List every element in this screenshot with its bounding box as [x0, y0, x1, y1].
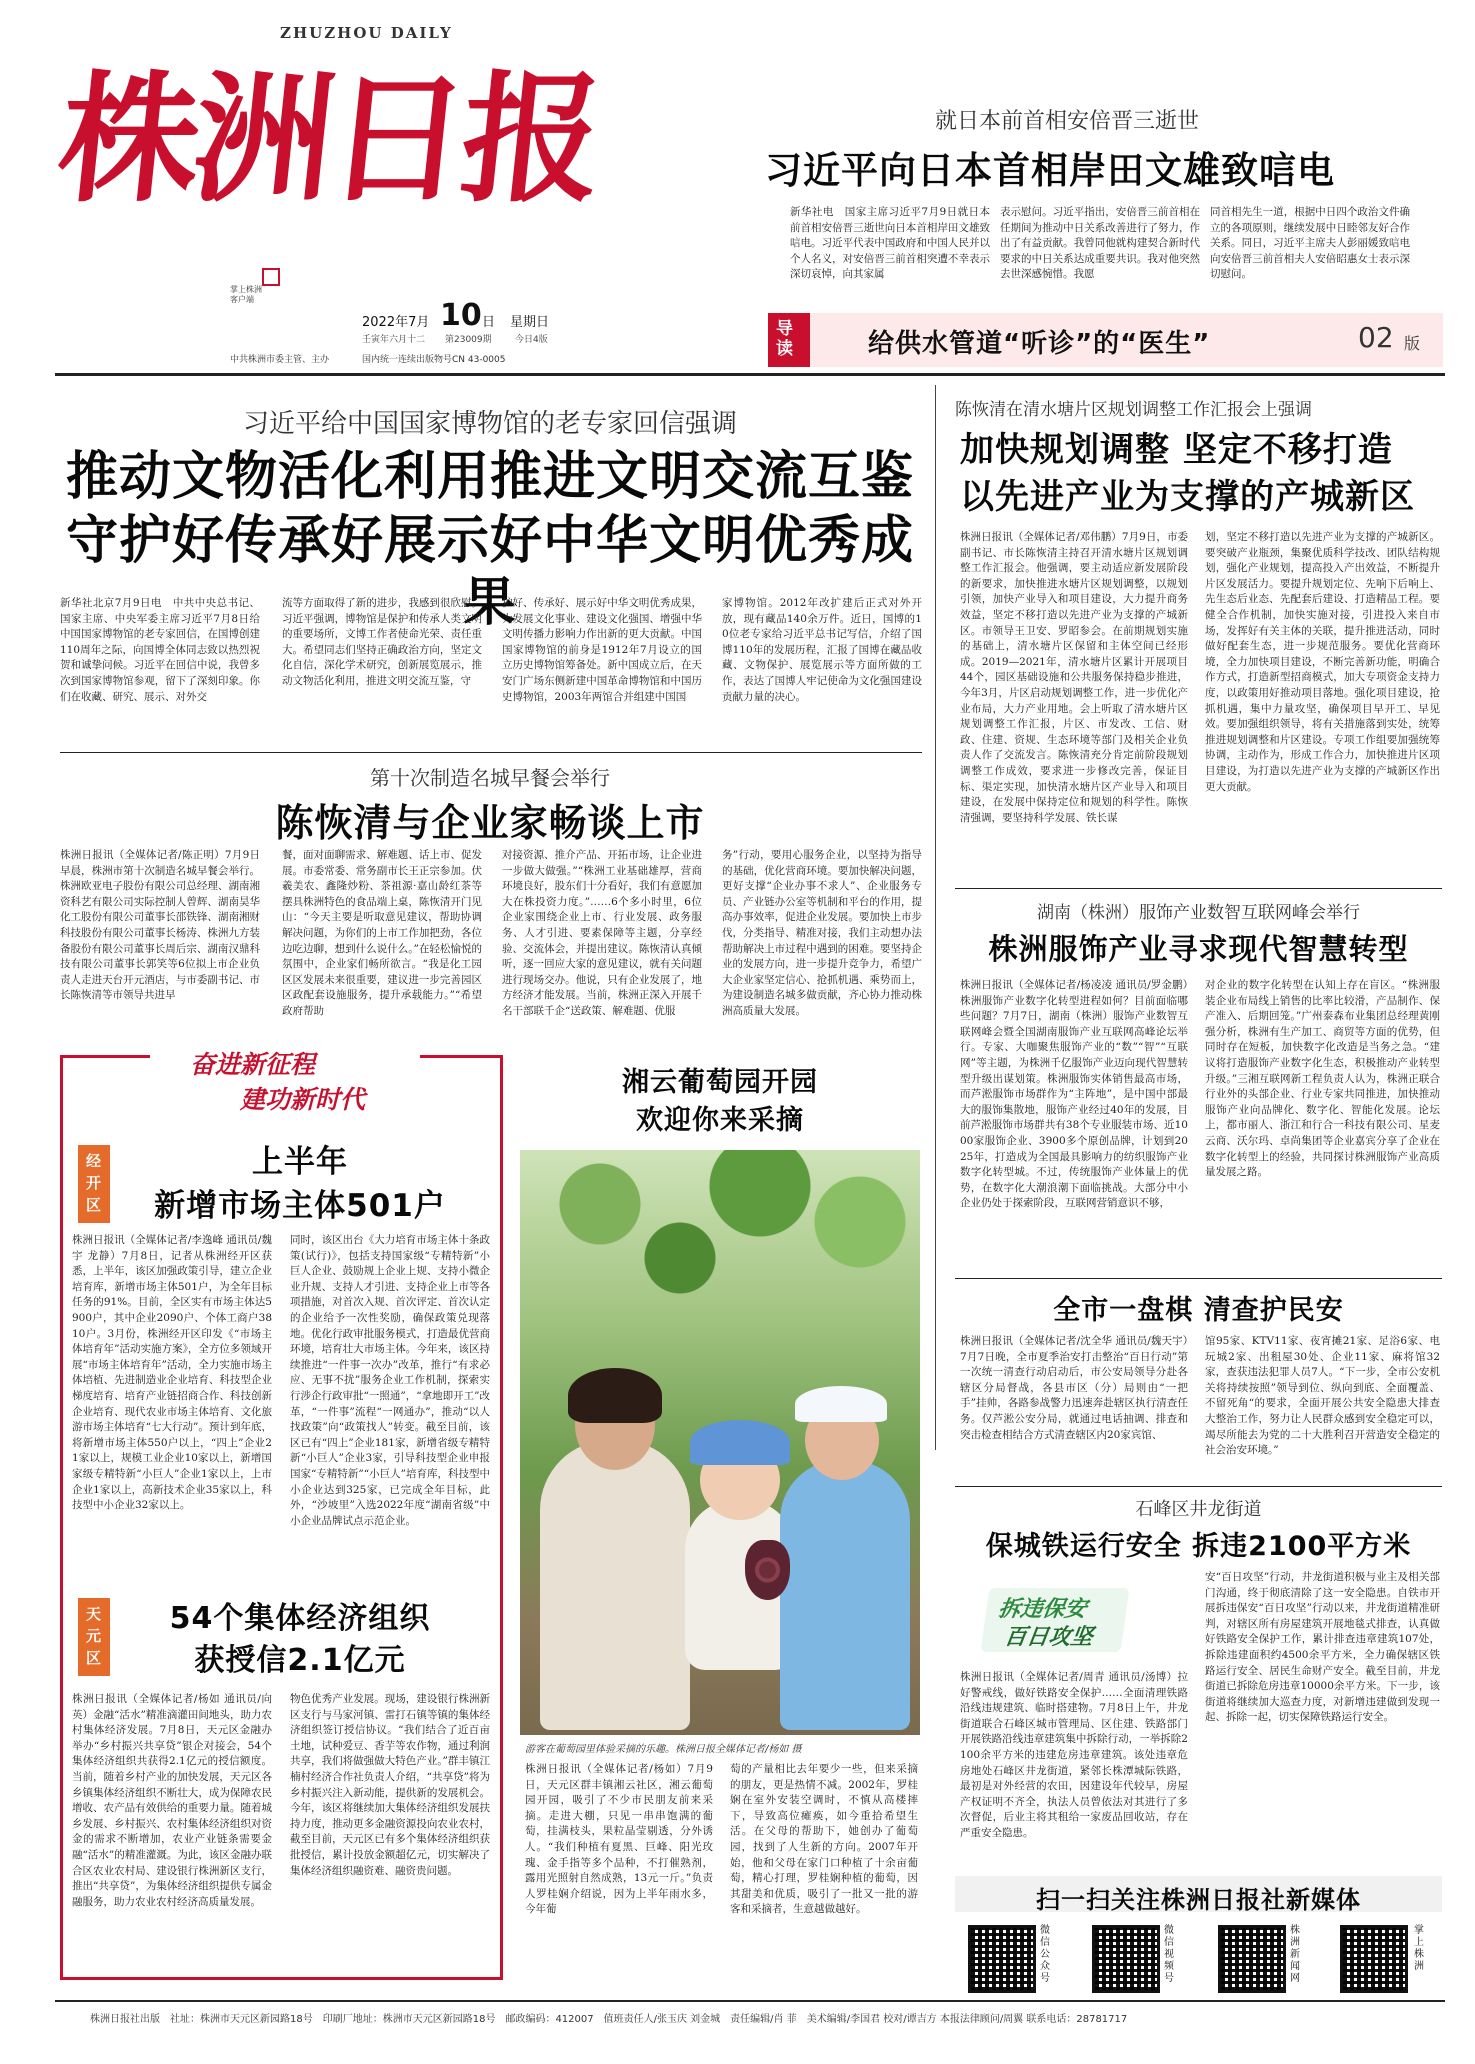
chen2-headline-1: 加快规划调整 坚定不移打造: [960, 430, 1393, 470]
qr-code-video[interactable]: [1092, 1925, 1160, 1993]
top-kicker: 就日本前首相安倍晋三逝世: [935, 109, 1200, 134]
chen2-col-1: 株洲日报讯（全媒体记者/邓伟鹏）7月9日，市委副书记、市长陈恢清主持召开清水塘片区规划调整工作汇报会。他强调，要主动适应新发展阶段的新要求，加快推进水塘片区规划调整，以规划引领，加快产业导入和项目建设，大力提升商务效益，坚定不移打造以先进产业为支撑的产城新区。市领导王卫安、罗昭参会。在前期规划实施的基础上，清水塘片区保留和主体空间已经形成。2019—2021年，清水塘片区累计开展项目44个，园区基础设施和公共服务保持稳步推进，今年3月，片区启动规划调整工作，进一步优化产业布局，大力产业用地。会上听取了清水塘片区规划调整工作汇报，片区、市发改、工信、财政、住建、资规、生态环境等部门及相关企业负责人作了交流发言。陈恢清充分肯定前阶段规划调整工作成效，要求进一步修改完善，保证目标、渠定实现，加快清水塘片区产业导入和项目建设，在发展中保持定位和规划的科学性。陈恢清强调，要坚持科学发展、铁长谋: [960, 531, 1188, 824]
lead-col-3: 护好、传承好、展示好中华文明优秀成果，为发展文化事业、建设文化强国、增强中华文明传播力影响力作出新的更大贡献。中国国家博物馆的前身是1912年7月设立的国立历史博物馆筹备处。新中国成立后，在天安门广场东侧新建中国革命博物馆和中国历史博物馆，2003年两馆合并组建中国国: [502, 597, 702, 703]
qr-code-wechat[interactable]: [968, 1925, 1036, 1993]
tianyuan-col-2: 物色优秀产业发展。现场，建设银行株洲新区支行与马家河镇、雷打石镇等镇的集体经济组织签订授信协议。“我们结合了近百亩土地，试种爱豆、香芋等农作物，通过利润共享，我们将做强做大特色产业。”群丰镇江楠村经济合作社负责人介绍，“共享贷”将为乡村振兴注入新动能，提供新的发展机会。今年，该区将继续加大集体经济组织发展扶持力度，推动更多金融资源投向农业农村，截至目前，天元区已有多个集体经济组织获批授信，累计投放金额超亿元，切实解决了集体经济组织融资难、融资贵问题。: [290, 1693, 490, 1877]
grapes-headline-2: 欢迎你来采摘: [636, 1105, 804, 1136]
tianyuan-tag: 天元区: [86, 1605, 102, 1667]
vine-leaves: [520, 1150, 920, 1330]
safety-col-1: 株洲日报讯（全媒体记者/沈全华 通讯员/魏天宇）7月7日晚，全市夏季治安打击整治“百日行动”第一次统一清查行动启动后，市公安局领导分赴各辖区分局督战，各县市区（分）局则由“一把手”挂帅，各路参战警力迅速奔赴辖区执行清查任务。仅芦淞公安分局，就通过电话抽调、排查和突击检查相结合方式清查辖区内20家宾馆、: [960, 1335, 1188, 1441]
apparel-kicker: 湖南（株洲）服饰产业数智互联网峰会举行: [1037, 903, 1360, 923]
guide-text: 给供水管道“听诊”的“医生”: [868, 329, 1211, 359]
grapes-col-1: 株洲日报讯（全媒体记者/杨如）7月9日，天元区群丰镇湘云社区，湘云葡萄园开园，吸引了不少市民朋友前来采摘。走进大棚，只见一串串饱满的葡萄，挂满枝头，果粒晶莹剔透，分外诱人。“我们种植有夏黑、巨峰、阳光玫瑰、金手指等多个品种，不打催熟剂，露用光照射自然成熟，13元一斤。”负责人罗桂娴介绍说，因为上半年雨水多，今年葡: [525, 1763, 713, 1916]
apparel-headline: 株洲服饰产业寻求现代智慧转型: [988, 932, 1409, 966]
qr-label-video: 微信视频号: [1164, 1925, 1174, 1984]
demolition-headline: 保城铁运行安全 拆违2100平方米: [985, 1531, 1412, 1562]
weekday: 星期日: [510, 315, 550, 330]
chen2-headline-2: 以先进产业为支撑的产城新区: [960, 477, 1415, 517]
chen1-col-3: 对接资源、推介产品、开拓市场，让企业进一步做大做强。”“株洲工业基础雄厚，营商环境良好，股东们十分看好，我们有意愿加大在株投资力度。”……6个多小时里，6位企业家围绕企业上市、行业发展、政务服务、人才引进、要素保障等主题，分享经验、交流体会，并提出建议。陈恢清认真倾听，逐一回应大家的意见建议，就有关问题进行现场交办。他说，只有企业发展了，地方经济才能发展。当前，株洲正深入开展千名干部联千企“送政策、解难题、优服: [502, 849, 702, 1017]
safety-headline: 全市一盘棋 清查护民安: [1053, 1295, 1344, 1326]
woman-right-cap: [795, 1386, 887, 1422]
tianyuan-col-1: 株洲日报讯（全媒体记者/杨如 通讯员/向英）金融“活水”精准滴灌田间地头，助力农村集体经济发展。7月8日，天元区金融办举办“乡村振兴共享贷”银企对接会，54个集体经济组织共获得2.1亿元的授信额度。当前，随着乡村产业的加快发展，天元区各乡镇集体经济组织不断壮大，成为保障农民增收、农产品有效供给的重要力量。随着城乡发展、乡村振兴、农村集体经济组织对资金的需求不断增加，农业产业链条需要金融“活水”的精准灌溉。为此，该区金融办联合区农业农村局、建设银行株洲新区支行，推出“共享贷”，为集体经济组织提供专属金融服务，助力农业农村经济高质量发展。: [72, 1693, 272, 1908]
grapes-col-2: 萄的产量相比去年要少一些，但来采摘的朋友，更是热情不减。2002年，罗桂娴在室外安装空调时，不慎从高楼摔下，导致高位瘫痪，如今重拾希望生活。在父母的帮助下，她创办了葡萄园，找到了人生新的方向。2007年开始，他和父母在家门口种植了十余亩葡萄，精心打理，罗桂娴种植的葡萄，因其甜美和优质，吸引了一批又一批的游客和采摘者，生意越做越好。: [730, 1763, 918, 1916]
child-cap: [690, 1420, 790, 1465]
chen1-kicker: 第十次制造名城早餐会举行: [370, 766, 610, 790]
lead-kicker: 习近平给中国国家博物馆的老专家回信强调: [242, 409, 737, 439]
woman-left-hair: [568, 1368, 662, 1423]
demolition-badge: [981, 1588, 1130, 1652]
qr-code-app[interactable]: [1340, 1925, 1408, 1993]
grapes-photo: [520, 1150, 920, 1735]
qr-label-news: 株洲新闻网: [1290, 1925, 1300, 1984]
guide-page-suffix: 版: [1404, 334, 1421, 353]
date-day: 10: [440, 298, 482, 333]
apparel-rule: [955, 888, 1442, 889]
guide-page: 02: [1358, 321, 1394, 354]
date-suffix: 日: [482, 315, 496, 330]
masthead-logo: 株洲日报: [51, 58, 605, 222]
lunar-date: 壬寅年六月十二: [362, 335, 426, 345]
issue-no: 第23009期: [445, 335, 492, 345]
cn-code: 国内统一连续出版物号CN 43-0005: [362, 355, 506, 365]
qr-label-wechat: 微信公众号: [1040, 1925, 1050, 1984]
masthead-en: ZHUZHOU DAILY: [280, 24, 453, 42]
footer-text: 株洲日报社出版 社址：株洲市天元区新园路18号 印刷厂地址：株洲市天元区新园路18号 邮政编码：412007 值班责任人/张玉庆 刘金城 责任编辑/肖 菲 美术编辑/李国君 校对/谭吉方 本报法律顾问/周翼 联系电话：28781717: [90, 2014, 1128, 2025]
top-col-1: 新华社电 国家主席习近平7月9日就日本前首相安倍晋三逝世向日本首相岸田文雄致唁电。习近平代表中国政府和中国人民并以个人名义，对安倍晋三前首相突遭不幸表示深切哀悼，向其家属: [790, 206, 990, 281]
lead-col-1: 新华社北京7月9日电 中共中央总书记、国家主席、中央军委主席习近平7月8日给中国国家博物馆的老专家回信，在国博创建110周年之际，向国博全体同志致以热烈祝贺和诚挚问候。习近平在回信中说，我曾多次到国家博物馆参观，留下了深刻印象。你们在收藏、研究、展示、对外交: [60, 597, 260, 703]
guide-bar[interactable]: [768, 313, 1443, 367]
tianyuan-headline-2: 获授信2.1亿元: [194, 1643, 406, 1678]
chen2-col-2: 划，坚定不移打造以先进产业为支撑的产城新区。要突破产业瓶颈，集聚优质科学技改、团队结构规划，强化产业规划，提高投入产出效益，不断提升片区发展活力。要提升规划定位、先响下后响上、先生态后业态、先配套后建设、打造精品工程。要健全合作机制，加快实施对接，引进投入来自市场，发挥好有关主体的关联，提升推进活动，同时做好配套生态，进一步规范服务。要优化营商环境，全力加快项目建设，不断完善新功能，明确合作方式，打造新型招商模式，加大专项资金支持力度，以政策用好推动项目落地。强化项目建设，抢抓机遇，集中力量攻坚，确保项目早开工、早见效。要加强组织领导，将有关措施落到实处，统筹推进规划调整和片区建设。专项工作组要加强统筹协调，主动作为，形成工作合力，加快推进片区项目建设，为打造以先进产业为支撑的产城新区作出更大贡献。: [1205, 531, 1440, 793]
demolition-col-1: 株洲日报讯（全媒体记者/周青 通讯员/汤博）拉好警戒线，做好铁路安全保护……全面清理铁路沿线违规建筑、临时搭建物。7月8日上午，井龙街道联合石峰区城市管理局、区住建、铁路部门开展铁路沿线违章建筑集中拆除行动，一举拆除2100余平方米的违建危房违章建筑。该处违章危房地处石峰区井龙街道，紧邻长株潭城际铁路，最初是对外经营的农田，因建设年代较早，房屋产权证明不齐全，执法人员曾依法对其进行了多次督促，后业主将其租给一家废品回收站，存在严重安全隐患。: [960, 1671, 1188, 1839]
demolition-rule: [955, 1486, 1442, 1487]
lead-headline-1: 推动文物活化利用推进文明交流互鉴: [65, 447, 914, 507]
chen2-kicker: 陈恢清在清水塘片区规划调整工作汇报会上强调: [955, 400, 1312, 420]
qr-code-news[interactable]: [1218, 1925, 1286, 1993]
publisher: 中共株洲市委主管、主办: [230, 355, 330, 365]
demolition-kicker: 石峰区井龙街道: [1135, 1499, 1262, 1520]
econ-col-1: 株洲日报讯（全媒体记者/李逸峰 通讯员/魏宇 龙静）7月8日，记者从株洲经开区获悉，上半年，该区加强政策引导，建立企业培育库，新增市场主体501户，为全年目标任务的91%。目前，全区实有市场主体达5900户，其中企业2090户、个体工商户3810户。3月份，株洲经开区印发《“市场主体培育年”活动实施方案》，全方位多领域开展“市场主体培育年”活动，全力实施市场主体培植、先进制造业企业培育、科技型企业梯度培育、培育产业链招商合作、科技创新企业培育、现代农业市场主体培育、文化旅游市场主体培育“七大行动”。预计到年底，将新增市场主体550户以上，“四上”企业21家以上，规模工业企业10家以上，新增国家级专精特新“小巨人”企业1家以上，上市企业1家以上，高新技术企业35家以上，科技型中小企业32家以上。: [72, 1234, 272, 1512]
chen1-col-1: 株洲日报讯（全媒体记者/陈正明）7月9日早晨，株洲市第十次制造名城早餐会举行。株洲欧亚电子股份有限公司总经理、湖南湘资科艺有限公司实际控制人曾辉、湖南昊华化工股份有限公司董事长邵铁锋、湖南湘财科技股份有限公司董事长杨涛、株洲九方装备股份有限公司董事长周后宗、湖南汉鼎科技有限公司董事长郭笑等6位拟上市企业负责人走进天台开元酒店，与市委副书记、市长陈恢清等市领导共进早: [60, 849, 260, 1002]
grapes-headline-1: 湘云葡萄园开园: [622, 1067, 818, 1098]
tianyuan-headline-1: 54个集体经济组织: [169, 1601, 431, 1636]
app-qr-icon: [262, 268, 280, 286]
guide-label: 导读: [776, 319, 793, 359]
badge-line-1: 拆违保安: [996, 1597, 1089, 1622]
econ-headline: 上半年 新增市场主体501户: [154, 1144, 446, 1224]
apparel-col-1: 株洲日报讯（全媒体记者/杨凌凌 通讯员/罗金鹏）株洲服饰产业数字化转型进程如何？目前面临哪些问题？7月7日，湖南（株洲）服饰产业数智互联网峰会暨全国湖南服饰产业互联网高峰论坛举行。专家、大咖聚焦服饰产业的“数”“智”“互联网”等主题，为株洲千亿服饰产业迈向现代智慧转型升级出谋划策。株洲服饰实体销售最高市场，而芦淞服饰市场群作为“主阵地”，是中国中部最大的服饰集散地，服饰产业经过40年的发展，目前芦淞服饰市场群共有38个专业服装市场、近1000家服饰企业、3900多个原创品牌，计划到2025年，打造成为全国最具影响力的纺织服饰产业数字化转型城。不过，传统服饰产业体量上的优势，在数字化大潮浪潮下面临挑战。大部分中小企业仍处于探索阶段，互联网营销意识不够，: [960, 979, 1188, 1210]
woman-left: [540, 1440, 690, 1730]
lead-col-2: 流等方面取得了新的进步，我感到很欣慰。习近平强调，博物馆是保护和传承人类文明的重要场所，文博工作者使命光荣、责任重大。希望同志们坚持正确政治方向，坚定文化自信，深化学术研究，创新展览展示，推动文物活化利用，推进文明交流互鉴，守: [282, 597, 482, 687]
demolition-col-2: 安“百日攻坚”行动，井龙街道积极与业主及相关部门沟通，终于彻底清除了这一安全隐患。自铁市开展拆违保安“百日攻坚”行动以来，井龙街道精准研判，对辖区所有房屋建筑开展地毯式排查，认真做好铁路安全保护工作，累计排查违章建筑107处，拆除违建面积约4500余平方米，全力确保辖区铁路运行安全、居民生命财产安全。截至目前，井龙街道已拆除危房违章10000余平方米。下一步，该街道将继续加大巡查力度，对新增违建做到发现一起、拆除一起，切实保障铁路运行安全。: [1205, 1571, 1440, 1724]
qr-label-app: 掌上株洲: [1414, 1925, 1424, 1972]
qr-title: 扫一扫关注株洲日报社新媒体: [1036, 1886, 1361, 1914]
econ-col-2: 同时，该区出台《大力培育市场主体十条政策(试行)》，包括支持国家级“专精特新”小巨人企业、鼓励规上企业上规、支持小微企业升规、支持人才引进、支持企业上市等各项措施，对首次入规、首次评定、首次认定的企业给予一次性奖励，确保政策兑现落地。优化行政审批服务模式，打造最优营商环境，培育壮大市场主体。今年来，该区持续推进“一件事一次办”改革，推行“有求必应、无事不扰”服务企业工作机制，探索实行涉企行政审批“一照通”，“拿地即开工”改革，“一件事”流程“一网通办”，推动“以人找政策”向“政策找人”转变。截至目前，该区已有“四上”企业181家，新增省级专精特新“小巨人”企业3家，引导科技型企业申报国家“专精特新”“小巨人”培育库，科技型中小企业达到325家，已完成全年目标，此外，“沙坡里”入选2022年度“湖南省级”中小企业品牌试点示范企业。: [290, 1234, 490, 1527]
safety-rule: [955, 1278, 1442, 1279]
footer-rule: [55, 2000, 1445, 2002]
chen1-rule: [60, 752, 922, 753]
grape-bunch: [745, 1540, 790, 1600]
econ-banner-1: 奋进新征程: [190, 1050, 316, 1079]
badge-line-2: 百日攻坚: [1002, 1625, 1095, 1650]
apparel-col-2: 对企业的数字化转型在认知上存在盲区。“株洲服装企业布局线上销售的比率比较滑，产品制作、保产准入、后期回笼。”广州泰森布业集团总经理黄刚强分析，株洲有生产加工、商贸等方面的优势，但同时存在短板，加快数字化改造是当务之急。“建议将打造服饰产业数字化生态，积极推动产业转型升级。”三湘互联网新工程负责人认为，株洲正联合行业外的头部企业、行业专家共同推进，加快推动服饰产业向品牌化、数字化、智能化发展。论坛上，都市丽人、浙江和行合一科技有限公司、星麦云商、沃尔玛、卓尚集团等企业嘉宾分享了企业在数字化转型上的经验，共同探讨株洲服饰产业高质量发展之路。: [1205, 979, 1440, 1179]
woman-right: [780, 1460, 910, 1730]
app-label: 掌上株洲 客户端: [230, 285, 262, 304]
top-col-3: 同首相先生一道，根据中日四个政治文件确立的各项原则，继续发展中日睦邻友好合作关系。同日，习近平主席夫人彭丽媛致唁电向安倍晋三前首相夫人安倍昭惠女士表示深切慰问。: [1210, 206, 1410, 281]
chen1-col-4: 务”行动，要用心服务企业，以坚持为指导的基础，优化营商环境。要加快解决问题，更好支撑“企业办事不求人”、企业服务专员、产业链办公室等机制和平台的作用，提高办事效率，促进企业发展。要加快上市步伐，分类指导、精准对接，我们主动想办法帮助解决上市过程中遇到的困难。要坚持企业的发展方向，进一步提升竞争力，希望广大企业家坚定信心、抢抓机遇、乘势而上，为建设制造名城多做贡献，齐心协力推动株洲高质量大发展。: [722, 849, 922, 1017]
top-headline: 习近平向日本首相岸田文雄致唁电: [765, 149, 1335, 192]
chen1-headline: 陈恢清与企业家畅谈上市: [275, 801, 705, 845]
masthead-rule: [55, 373, 1445, 376]
econ-tag: 经开区: [86, 1152, 102, 1214]
page-count: 今日4版: [515, 335, 548, 345]
chen1-col-2: 餐，面对面聊需求、解难题、话上市、促发展。市委常委、常务副市长王正宗参加。伏羲美农、鑫隆炒粉、茶祖源·嘉山龄红茶等摆具株洲特色的食品端上桌，陈恢清开门见山：“今天主要是听取意见建议，帮助协调解决问题，为你们的上市工作加把劲，各位边吃边聊，想到什么说什么。”在轻松愉悦的氛围中，企业家们畅所欲言。“我是化工园区区发展未来很重要，建议进一步完善园区区政配套设施服务，提升承载能力。”“希望政府帮助: [282, 849, 482, 1017]
lead-headline-2: 守护好传承好展示好中华文明优秀成果: [65, 511, 914, 633]
center-column-rule: [935, 385, 936, 1450]
grapes-caption: 游客在葡萄园里体验采摘的乐趣。株洲日报全媒体记者/杨如 摄: [525, 1744, 802, 1755]
date-prefix: 2022年7月: [362, 315, 430, 330]
top-col-2: 表示慰问。习近平指出，安倍晋三前首相在任期间为推动中日关系改善进行了努力，作出了有益贡献。我曾同他就构建契合新时代要求的中日关系达成重要共识。我对他突然去世深感惋惜。我愿: [1000, 206, 1200, 281]
safety-col-2: 馆95家、KTV11家、夜宵摊21家、足浴6家、电玩城2家、出租屋30处、企业11家、麻将馆32家，查获违法犯罪人员7人。“下一步，全市公安机关将持续按照”领导到位、纵向到底、全面覆盖、不留死角“的要求，全面开展公共安全隐患大排查大整治工作，努力让人民群众感到安全稳定可以，竭尽所能去为党的二十大胜利召开营造安全稳定的社会治安环境。”: [1205, 1335, 1440, 1457]
econ-banner-2: 建功新时代: [240, 1085, 366, 1114]
lead-col-4: 家博物馆。2012年改扩建后正式对外开放，现有藏品140余万件。近日，国博的10位老专家给习近平总书记写信，介绍了国博110年的发展历程，汇报了国博在藏品收藏、文物保护、展览展示等方面所做的工作，表达了国博人牢记使命为文化强国建设贡献力量的决心。: [722, 597, 922, 703]
